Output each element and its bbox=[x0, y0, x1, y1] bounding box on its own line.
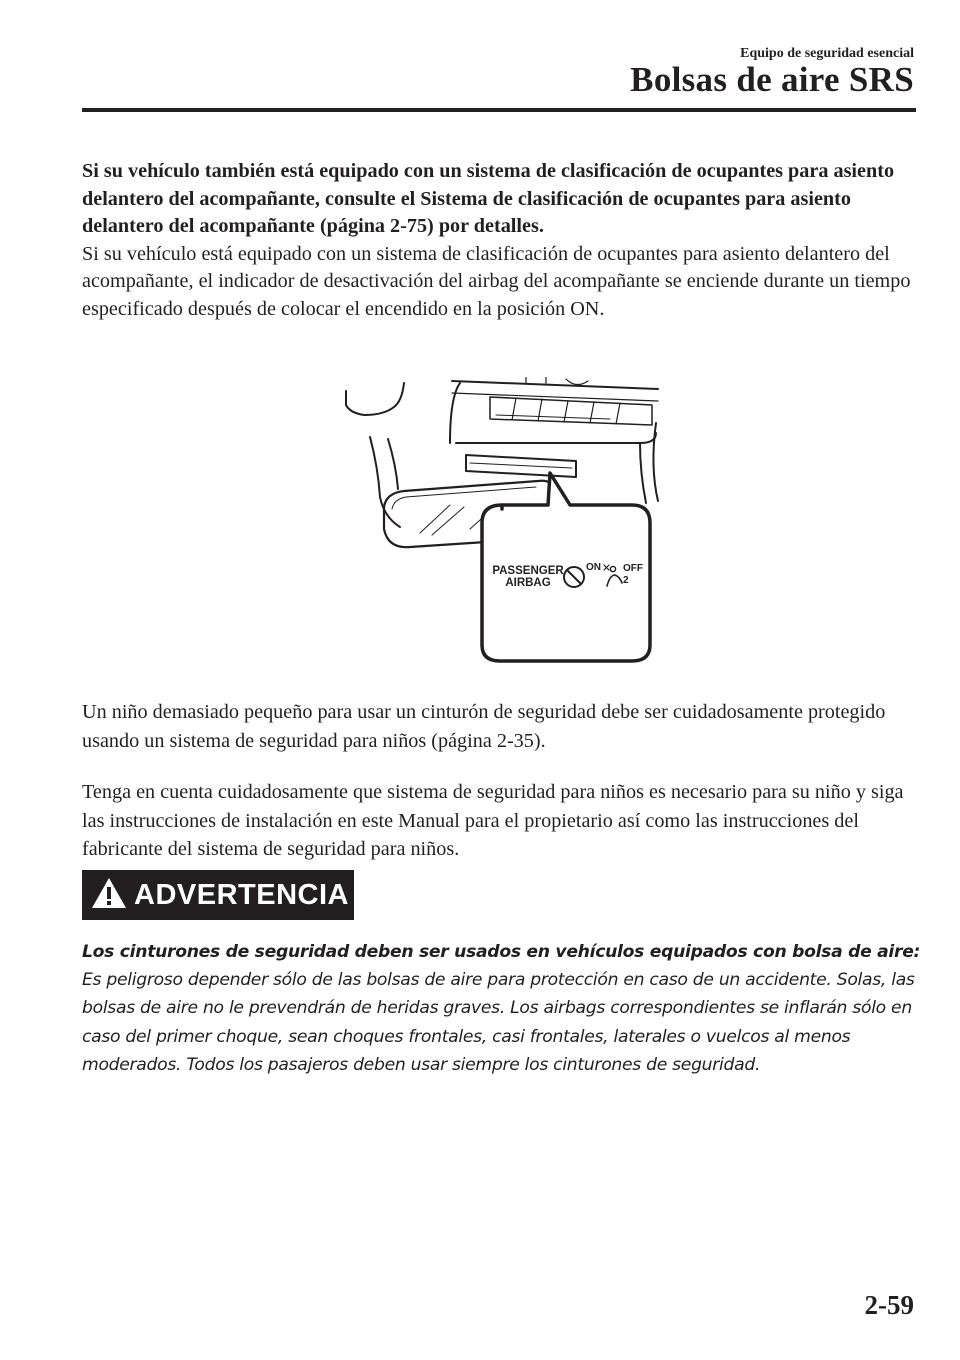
seat-number: 2 bbox=[623, 575, 629, 586]
indicator-illustration bbox=[340, 377, 660, 667]
passenger-label-line1: PASSENGER bbox=[492, 565, 564, 577]
warning-triangle-icon bbox=[90, 876, 128, 915]
passenger-label-line2: AIRBAG bbox=[505, 577, 551, 589]
page-number: 2-59 bbox=[864, 1290, 914, 1320]
header-divider bbox=[82, 108, 916, 112]
intro-body-paragraph: Si su vehículo está equipado con un sistema de clasificación de ocupantes para asiento delantero del acompañante, el indicador de desactivación del airbag del acompañante se enciende durante un tiempo especificado después de colocar el encendido en la posición ON. bbox=[82, 242, 911, 320]
off-label: OFF bbox=[623, 563, 643, 574]
intro-block bbox=[82, 158, 916, 323]
instructions-paragraph: Tenga en cuenta cuidadosamente que sistema de seguridad para niños es necesario para su niño y siga las instrucciones de instalación en este Manual para el propietario así como las instrucciones del fabricante del sistema de seguridad para niños. bbox=[82, 781, 904, 860]
passenger-airbag-label bbox=[488, 565, 568, 589]
warning-banner bbox=[82, 870, 354, 920]
page-title: Bolsas de aire SRS bbox=[630, 60, 914, 99]
warning-title: Los cinturones de seguridad deben ser usados en vehículos equipados con bolsa de aire: bbox=[82, 942, 921, 962]
warning-body: Es peligroso depender sólo de las bolsas de aire para protección en caso de un accidente. Solas, las bolsas de aire no le prevendrán de heridas graves. Los airbags correspondientes se inflarán sólo en caso del primer choque, sean choques frontales, casi frontales, laterales o vuelcos al menos moderados. Todos los pasajeros deben usar siempre los cinturones de seguridad. bbox=[82, 970, 915, 1075]
child-restraint-paragraph: Un niño demasiado pequeño para usar un cinturón de seguridad debe ser cuidadosamente protegido usando un sistema de seguridad para niños (página 2-35). bbox=[82, 701, 886, 752]
warning-content bbox=[82, 938, 922, 1079]
warning-label: ADVERTENCIA bbox=[134, 878, 349, 911]
intro-bold-paragraph: Si su vehículo también está equipado con un sistema de clasificación de ocupantes para asiento delantero del acompañante, consulte el Sistema de clasificación de ocupantes para asiento delantero del acompañante (página 2-75) por detalles. bbox=[82, 160, 895, 237]
section-name: Equipo de seguridad esencial bbox=[740, 46, 914, 61]
on-label: ON bbox=[586, 562, 601, 573]
